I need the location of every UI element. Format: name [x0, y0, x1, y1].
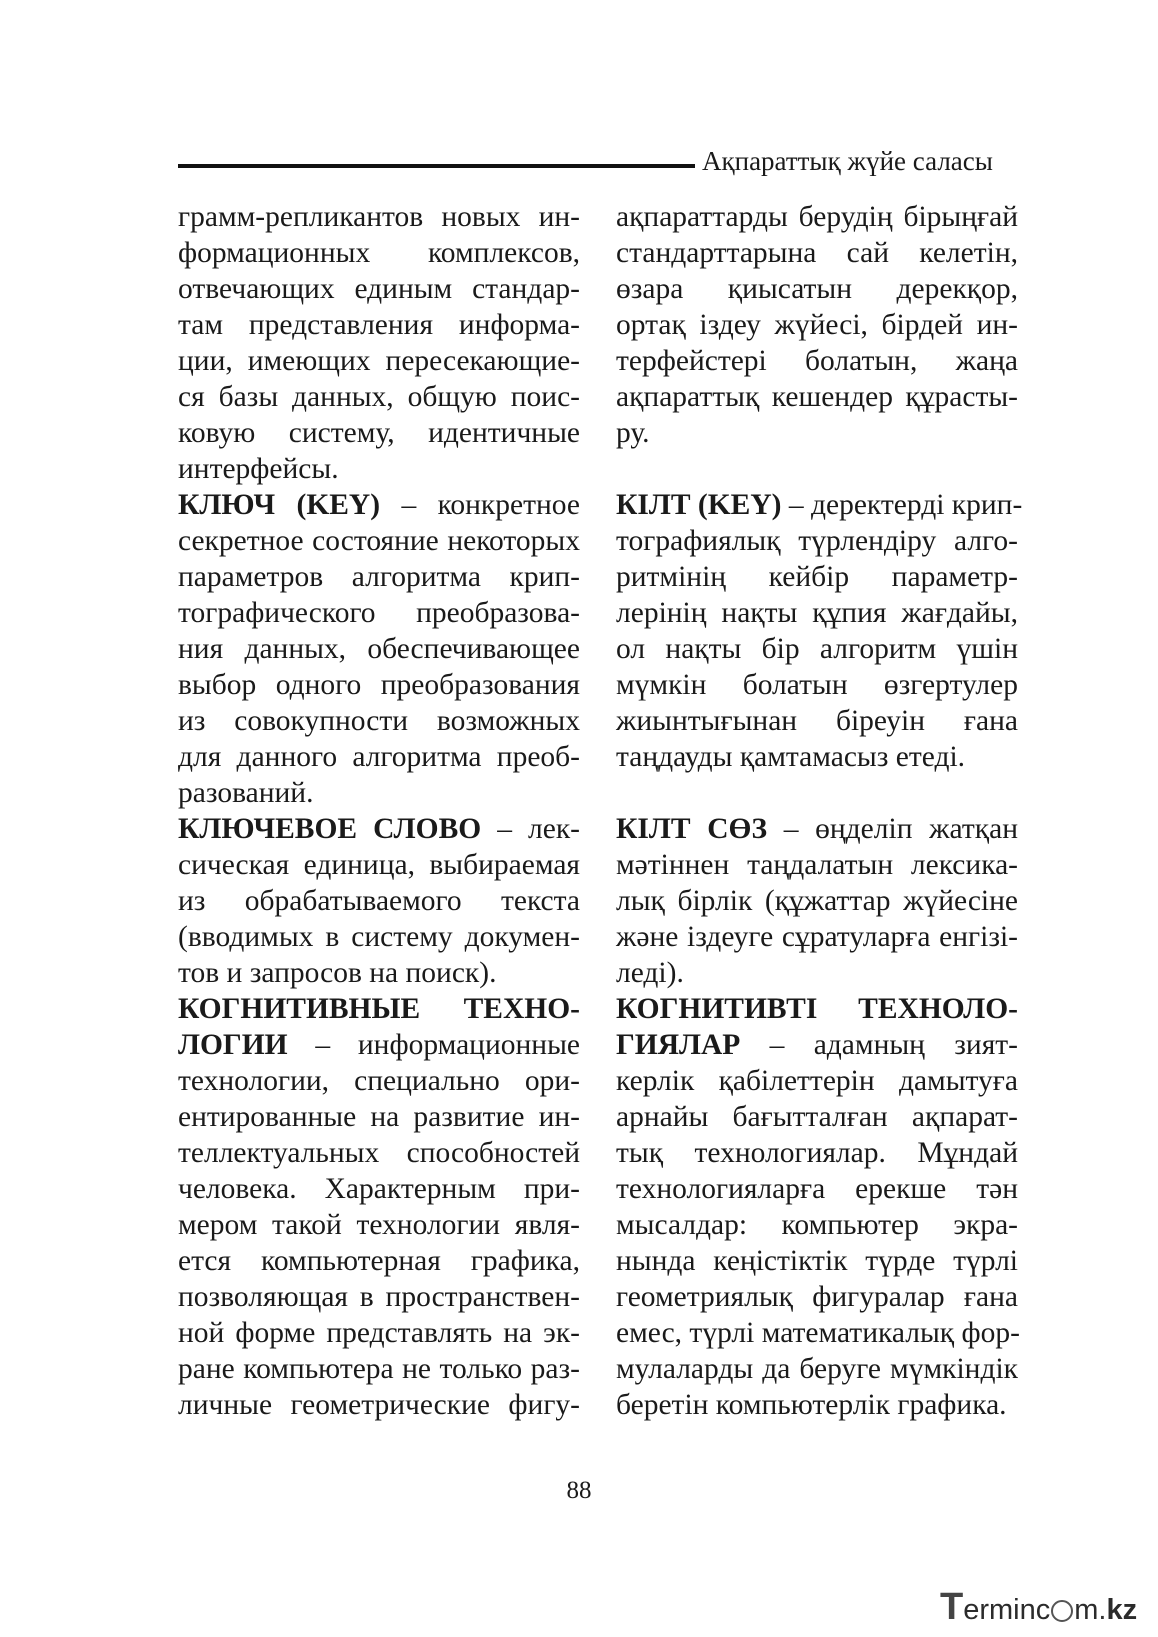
- entry-term: КЛЮЧ (KEY): [178, 489, 381, 521]
- entry-term: КЛЮЧЕВОЕ СЛОВО: [178, 813, 482, 845]
- line-text: ентированные на развитие ин-: [178, 1101, 580, 1133]
- text-line: [616, 847, 1018, 883]
- text-line: [616, 235, 1018, 271]
- text-line: [616, 1135, 1018, 1171]
- text-line: [178, 1171, 580, 1207]
- line-text: мысалдар: компьютер экра-: [616, 1209, 1018, 1241]
- entry-term: КІЛТ (KEY): [616, 489, 782, 521]
- text-line: [616, 811, 1018, 847]
- text-line: [616, 1063, 1018, 1099]
- line-text: – адамның зият-: [740, 1029, 1018, 1061]
- line-text: из обрабатываемого текста: [178, 885, 580, 917]
- line-text: нында кеңістіктік түрде түрлі: [616, 1245, 1018, 1277]
- line-text: (вводимых в систему докумен-: [178, 921, 580, 953]
- line-text: геометриялық фигуралар ғана: [616, 1281, 1018, 1313]
- page-number: 88: [566, 1477, 592, 1504]
- line-text: личные геометрические фигу-: [178, 1389, 580, 1421]
- entry-term: ГИЯЛАР: [616, 1029, 741, 1061]
- text-line: [616, 379, 1018, 415]
- text-line: [616, 739, 1018, 775]
- text-line: [178, 991, 580, 1027]
- entry-term: ЛОГИИ: [178, 1029, 288, 1061]
- running-head: Ақпараттық жүйе саласы: [702, 146, 993, 176]
- line-text: жиынтығынан біреуін ғана: [616, 705, 1018, 737]
- line-text: там представления информа-: [178, 309, 580, 341]
- line-text: из совокупности возможных: [178, 705, 580, 737]
- line-text: человека. Характерным при-: [178, 1173, 580, 1205]
- line-text: сическая единица, выбираемая: [178, 849, 580, 881]
- text-line: [178, 667, 580, 703]
- line-text: леді).: [616, 957, 684, 989]
- text-line: [178, 1207, 580, 1243]
- line-text: ния данных, обеспечивающее: [178, 633, 580, 665]
- line-text: тов и запросов на поиск).: [178, 957, 497, 989]
- text-line: [616, 1315, 1018, 1351]
- line-text: ции, имеющих пересекающие-: [178, 345, 580, 377]
- line-text: – информационные: [287, 1029, 580, 1061]
- line-text: разований.: [178, 777, 314, 809]
- text-line: [616, 1387, 1018, 1423]
- text-line: [616, 991, 1018, 1027]
- text-line: [178, 451, 580, 487]
- text-line: [616, 487, 1023, 523]
- text-line: [616, 1099, 1018, 1135]
- line-text: – өңделіп жатқан: [767, 813, 1018, 845]
- text-line: [178, 379, 580, 415]
- text-line: [178, 307, 580, 343]
- entry-term: КОГНИТИВТІ ТЕХНОЛО-: [616, 993, 1018, 1025]
- line-text: емес, түрлі математикалық фор-: [616, 1317, 1020, 1349]
- text-line: [616, 523, 1018, 559]
- kazakh-column: [616, 199, 1023, 1423]
- text-line: [616, 199, 1018, 235]
- line-text: мулаларды да беруге мүмкіндік: [616, 1353, 1018, 1385]
- line-text: лық бірлік (құжаттар жүйесіне: [616, 885, 1018, 917]
- text-line: [178, 235, 580, 271]
- line-text: ақпараттық кешендер құрасты-: [616, 381, 1018, 413]
- text-line: [178, 703, 580, 739]
- text-line: [178, 1387, 580, 1423]
- line-text: мером такой технологии явля-: [178, 1209, 580, 1241]
- text-line: [616, 1351, 1018, 1387]
- line-text: тографиялық түрлендіру алго-: [616, 525, 1018, 557]
- line-text: интерфейсы.: [178, 453, 339, 485]
- text-line: [616, 559, 1018, 595]
- text-line: [178, 271, 580, 307]
- text-line: [178, 1135, 580, 1171]
- paragraph-gap: [616, 451, 1018, 487]
- text-line: [616, 1243, 1018, 1279]
- text-line: [178, 919, 580, 955]
- text-line: [616, 919, 1018, 955]
- line-text: және іздеуге сұратуларға енгізі-: [616, 921, 1018, 953]
- text-line: [178, 415, 580, 451]
- entry-term: КОГНИТИВНЫЕ ТЕХНО-: [178, 993, 580, 1025]
- line-text: секретное состояние некоторых: [178, 525, 580, 557]
- line-text: технологии, специально ори-: [178, 1065, 580, 1097]
- text-line: [178, 811, 580, 847]
- line-text: стандарттарына сай келетін,: [616, 237, 1018, 269]
- russian-column: [178, 199, 580, 1423]
- line-text: ковую систему, идентичные: [178, 417, 580, 449]
- line-text: – лек-: [481, 813, 580, 845]
- line-text: выбор одного преобразования: [178, 669, 580, 701]
- line-text: беретін компьютерлік графика.: [616, 1389, 1007, 1421]
- text-line: [178, 1315, 580, 1351]
- header-rule: [178, 164, 695, 168]
- line-text: тық технологиялар. Мұндай: [616, 1137, 1018, 1169]
- termincom-logo: Terminc m.kz: [940, 1586, 1138, 1628]
- text-line: [616, 1171, 1018, 1207]
- text-line: [616, 271, 1018, 307]
- line-text: теллектуальных способностей: [178, 1137, 580, 1169]
- text-line: [616, 631, 1018, 667]
- paragraph-gap: [616, 775, 1018, 811]
- line-text: арнайы бағытталған ақпарат-: [616, 1101, 1018, 1133]
- text-line: [616, 307, 1018, 343]
- text-line: [616, 955, 1018, 991]
- text-line: [178, 1027, 580, 1063]
- line-text: грамм-репликантов новых ин-: [178, 201, 580, 233]
- line-text: тографического преобразова-: [178, 597, 580, 629]
- line-text: – деректерді крип-: [781, 489, 1023, 521]
- line-text: ритмінің кейбір параметр-: [616, 561, 1018, 593]
- magnifier-icon: [1051, 1600, 1073, 1622]
- line-text: позволяющая в пространствен-: [178, 1281, 580, 1313]
- entry-term: КІЛТ СӨЗ: [616, 813, 768, 845]
- text-line: [178, 883, 580, 919]
- text-line: [616, 1279, 1018, 1315]
- text-line: [616, 703, 1018, 739]
- line-text: мүмкін болатын өзгертулер: [616, 669, 1018, 701]
- line-text: для данного алгоритма преоб-: [178, 741, 580, 773]
- line-text: ся базы данных, общую поис-: [178, 381, 580, 413]
- text-line: [178, 955, 580, 991]
- line-text: ол нақты бір алгоритм үшін: [616, 633, 1018, 665]
- line-text: ортақ іздеу жүйесі, бірдей ин-: [616, 309, 1018, 341]
- line-text: керлік қабілеттерін дамытуға: [616, 1065, 1018, 1097]
- line-text: ране компьютера не только раз-: [178, 1353, 580, 1385]
- text-line: [178, 559, 580, 595]
- text-line: [616, 343, 1018, 379]
- line-text: ется компьютерная графика,: [178, 1245, 580, 1277]
- text-line: [178, 595, 580, 631]
- text-line: [616, 1207, 1018, 1243]
- text-line: [616, 883, 1018, 919]
- text-line: [616, 595, 1018, 631]
- text-line: [616, 1027, 1018, 1063]
- text-line: [178, 1099, 580, 1135]
- text-line: [178, 631, 580, 667]
- text-line: [616, 667, 1018, 703]
- line-text: өзара қиысатын дерекқор,: [616, 273, 1018, 305]
- text-line: [178, 343, 580, 379]
- line-text: – конкретное: [380, 489, 580, 521]
- line-text: ру.: [616, 417, 650, 449]
- line-text: ной форме представлять на эк-: [178, 1317, 580, 1349]
- text-line: [178, 1351, 580, 1387]
- text-line: [616, 415, 1018, 451]
- text-line: [178, 199, 580, 235]
- text-line: [178, 775, 580, 811]
- line-text: отвечающих единым стандар-: [178, 273, 580, 305]
- line-text: ақпараттарды берудің бірыңғай: [616, 201, 1018, 233]
- text-line: [178, 487, 580, 523]
- text-line: [178, 523, 580, 559]
- text-line: [178, 1279, 580, 1315]
- line-text: таңдауды қамтамасыз етеді.: [616, 741, 966, 773]
- text-line: [178, 1063, 580, 1099]
- text-line: [178, 847, 580, 883]
- line-text: параметров алгоритма крип-: [178, 561, 580, 593]
- line-text: мәтіннен таңдалатын лексика-: [616, 849, 1018, 881]
- line-text: терфейстері болатын, жаңа: [616, 345, 1018, 377]
- text-line: [178, 1243, 580, 1279]
- text-line: [178, 739, 580, 775]
- line-text: технологияларға ерекше тән: [616, 1173, 1018, 1205]
- line-text: лерінің нақты құпия жағдайы,: [616, 597, 1018, 629]
- line-text: формационных комплексов,: [178, 237, 580, 269]
